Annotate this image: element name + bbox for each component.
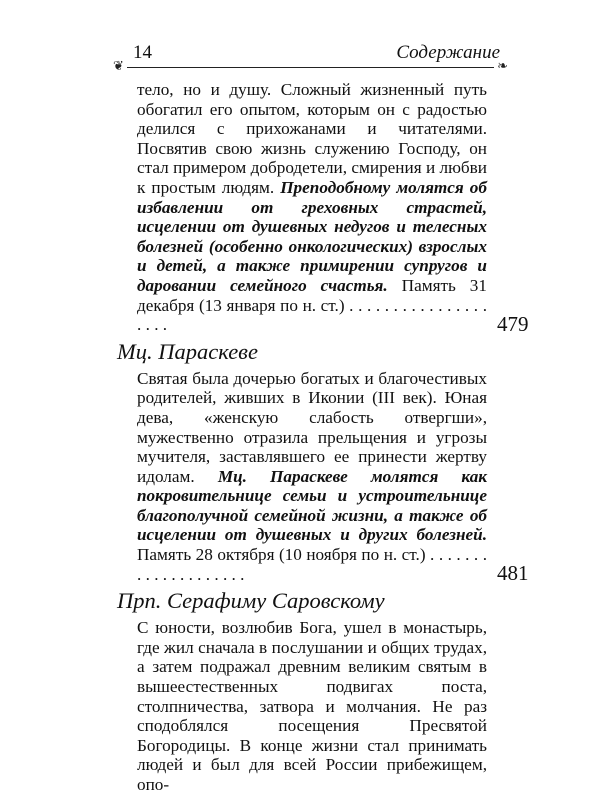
right-ornament-icon: ❧ bbox=[497, 58, 508, 73]
left-ornament-icon: ❦ bbox=[113, 58, 124, 73]
entry-1-text bbox=[137, 80, 487, 335]
entry-2-leaders: . . . . . . . . . . . . . . . . . . . . bbox=[137, 545, 488, 584]
entry-2 bbox=[137, 368, 529, 586]
header-title: Содержание bbox=[396, 42, 500, 63]
entry-1-page: 479 bbox=[497, 311, 529, 336]
entry-3-heading: Прп. Серафиму Саровскому bbox=[117, 588, 385, 614]
entry-1-plain: тело, но и душу. Сложный жизненный путь обогатил его опытом, которым он с радостью делился с прихожанами и читателями. Посвятив свою жизнь служению Господу, он стал примером добродетели, смирения и любви к простым людям. bbox=[137, 80, 487, 197]
entry-2-plain: Святая была дочерью богатых и благочестивых родителей, живших в Иконии (III век). Юная дева, «женскую слабость отвергши», мужественно отразила прельщения и угрозы мучителя, заставлявшего ее принести жертву идолам. bbox=[137, 368, 487, 486]
entry-1-prayer: Преподобному молятся об избавлении от греховных страстей, исцелении от душевных недугов и телесных болезней (особенно онкологических) взрослых и детей, а также примирении супругов и даровании семейного счастья. bbox=[137, 177, 487, 295]
entry-1-leaders: . . . . . . . . . . . . . . . . . . . . bbox=[137, 295, 488, 335]
entry-3-text: С юности, возлюбив Бога, ушел в монастырь, где жил сначала в послушании и общих трудах, а затем подражал древним великим святым в вышеестественных подвигах поста, столпничества, затвора и молчания. Не раз сподоблялся посещения Пресвятой Богородицы. В конце жизни стал принимать людей и был для всей России прибежищем, опо- bbox=[137, 618, 487, 794]
entry-2-memory: Память 28 октября (10 ноября по н. ст.) bbox=[137, 545, 426, 565]
entry-1-memory: Память 31 декабря (13 января по н. ст.) bbox=[137, 275, 487, 315]
contents-body bbox=[117, 80, 529, 795]
header-rule bbox=[127, 67, 494, 68]
page-number: 14 bbox=[133, 42, 152, 63]
entry-2-page: 481 bbox=[497, 561, 529, 586]
running-header bbox=[113, 40, 508, 73]
entry-2-prayer: Мц. Параскеве молятся как покровительнице семьи и устроительнице благополучной семейной жизни, а также об исцелении от душевных и других болезней. bbox=[137, 466, 488, 545]
entry-2-heading: Мц. Параскеве bbox=[117, 338, 258, 364]
entry-1 bbox=[137, 80, 529, 336]
entry-2-text bbox=[137, 369, 487, 585]
